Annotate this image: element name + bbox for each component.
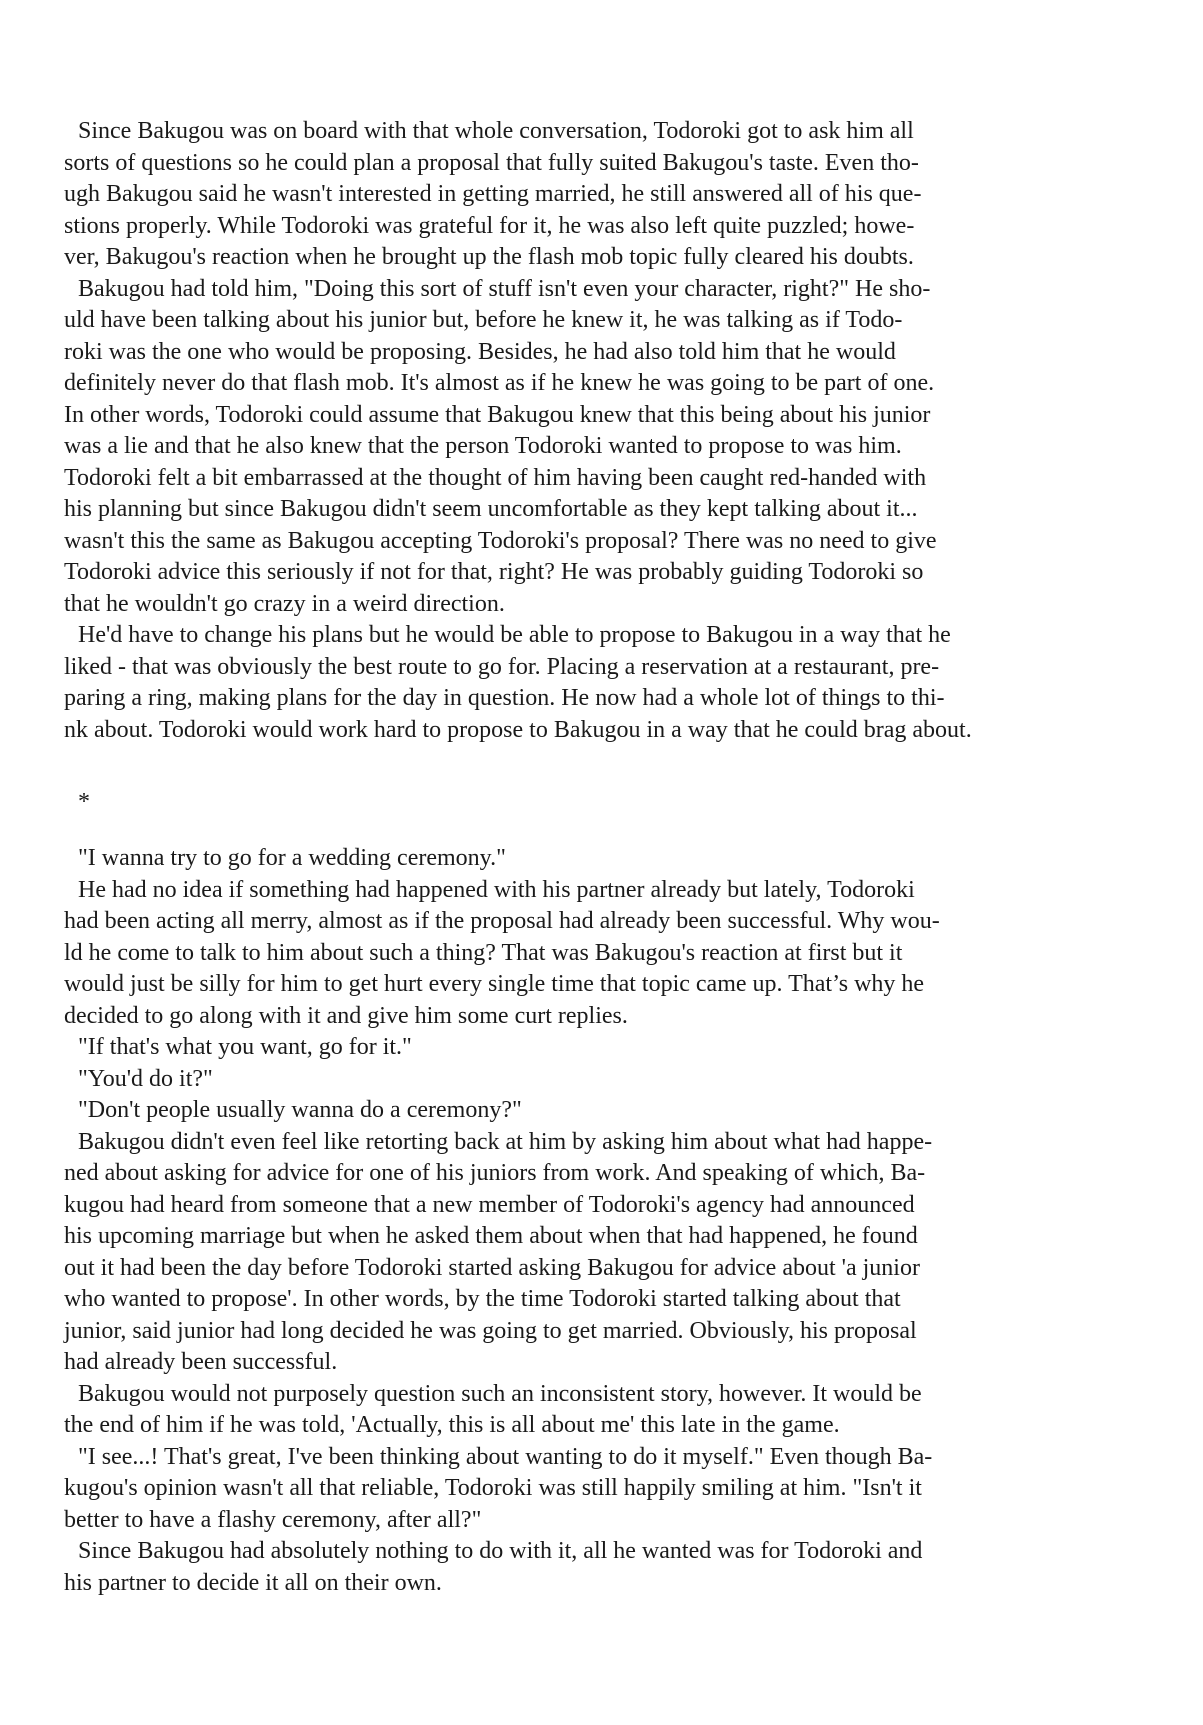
text-line: had been acting all merry, almost as if the proposal had already been successful. Why wou-: [64, 908, 940, 934]
text-line: Todoroki advice this seriously if not for that, right? He was probably guiding Todoroki so: [64, 559, 924, 585]
text-line: decided to go along with it and give him some curt replies.: [64, 1002, 628, 1029]
text-line: his partner to decide it all on their own.: [64, 1569, 442, 1596]
text-line: roki was the one who would be proposing. Besides, he had also told him that he would: [64, 338, 896, 365]
text-line: was a lie and that he also knew that the person Todoroki wanted to propose to was him.: [64, 433, 902, 459]
text-line: He had no idea if something had happened with his partner already but lately, Todoroki: [78, 876, 915, 903]
text-line: "I wanna try to go for a wedding ceremony.": [78, 845, 506, 871]
text-line: nk about. Todoroki would work hard to propose to Bakugou in a way that he could brag about.: [64, 716, 972, 743]
text-line: who wanted to propose'. In other words, by the time Todoroki started talking about that: [64, 1286, 901, 1312]
text-line: Bakugou had told him, "Doing this sort of stuff isn't even your character, right?" He sho-: [78, 275, 931, 302]
text-line: ver, Bakugou's reaction when he brought up the flash mob topic fully cleared his doubts.: [64, 244, 914, 270]
text-line: sorts of questions so he could plan a proposal that fully suited Bakugou's taste. Even tho-: [64, 149, 919, 176]
text-line: He'd have to change his plans but he would be able to propose to Bakugou in a way that he: [78, 622, 951, 648]
section-one: [64, 116, 1154, 746]
text-line: Bakugou didn't even feel like retorting back at him by asking him about what had happe-: [78, 1128, 933, 1155]
text-line: wasn't this the same as Bakugou accepting Todoroki's proposal? There was no need to give: [64, 527, 937, 554]
text-line: his planning but since Bakugou didn't seem uncomfortable as they kept talking about it...: [64, 496, 918, 522]
section-separator: *: [78, 789, 90, 815]
text-line: that he wouldn't go crazy in a weird direction.: [64, 590, 505, 617]
text-line: ugh Bakugou said he wasn't interested in getting married, he still answered all of his que-: [64, 181, 922, 207]
text-line: kugou had heard from someone that a new member of Todoroki's agency had announced: [64, 1191, 915, 1218]
text-line: Since Bakugou was on board with that whole conversation, Todoroki got to ask him all: [78, 118, 914, 144]
text-line: paring a ring, making plans for the day in question. He now had a whole lot of things to thi-: [64, 685, 945, 711]
text-line: stions properly. While Todoroki was grateful for it, he was also left quite puzzled; howe-: [64, 212, 915, 239]
text-line: Bakugou would not purposely question such an inconsistent story, however. It would be: [78, 1380, 922, 1407]
text-line: his upcoming marriage but when he asked them about when that had happened, he found: [64, 1223, 918, 1249]
text-line: the end of him if he was told, 'Actually, this is all about me' this late in the game.: [64, 1412, 840, 1438]
text-line: junior, said junior had long decided he was going to get married. Obviously, his proposal: [64, 1317, 917, 1344]
text-line: definitely never do that flash mob. It's almost as if he knew he was going to be part of one.: [64, 370, 935, 396]
text-line: out it had been the day before Todoroki started asking Bakugou for advice about 'a junior: [64, 1254, 920, 1281]
text-line: had already been successful.: [64, 1349, 338, 1375]
text-line: kugou's opinion wasn't all that reliable, Todoroki was still happily smiling at him. "Isn't it: [64, 1475, 922, 1501]
text-line: better to have a flashy ceremony, after all?": [64, 1506, 482, 1533]
text-line: "Don't people usually wanna do a ceremony?": [78, 1097, 522, 1123]
text-line: Since Bakugou had absolutely nothing to do with it, all he wanted was for Todoroki and: [78, 1538, 923, 1564]
text-line: In other words, Todoroki could assume that Bakugou knew that this being about his junior: [64, 401, 931, 428]
text-line: "If that's what you want, go for it.": [78, 1034, 412, 1060]
section-two: [64, 843, 1154, 1599]
text-line: "You'd do it?": [78, 1065, 213, 1092]
text-line: Todoroki felt a bit embarrassed at the thought of him having been caught red-handed with: [64, 464, 927, 491]
text-line: ned about asking for advice for one of his juniors from work. And speaking of which, Ba-: [64, 1160, 926, 1186]
text-line: "I see...! That's great, I've been thinking about wanting to do it myself." Even though Ba-: [78, 1443, 933, 1470]
text-line: uld have been talking about his junior but, before he knew it, he was talking as if Todo-: [64, 307, 903, 333]
text-line: liked - that was obviously the best route to go for. Placing a reservation at a restaurant, pre-: [64, 653, 940, 680]
text-line: would just be silly for him to get hurt every single time that topic came up. That’s why he: [64, 971, 925, 997]
text-line: ld he come to talk to him about such a thing? That was Bakugou's reaction at first but it: [64, 939, 903, 966]
